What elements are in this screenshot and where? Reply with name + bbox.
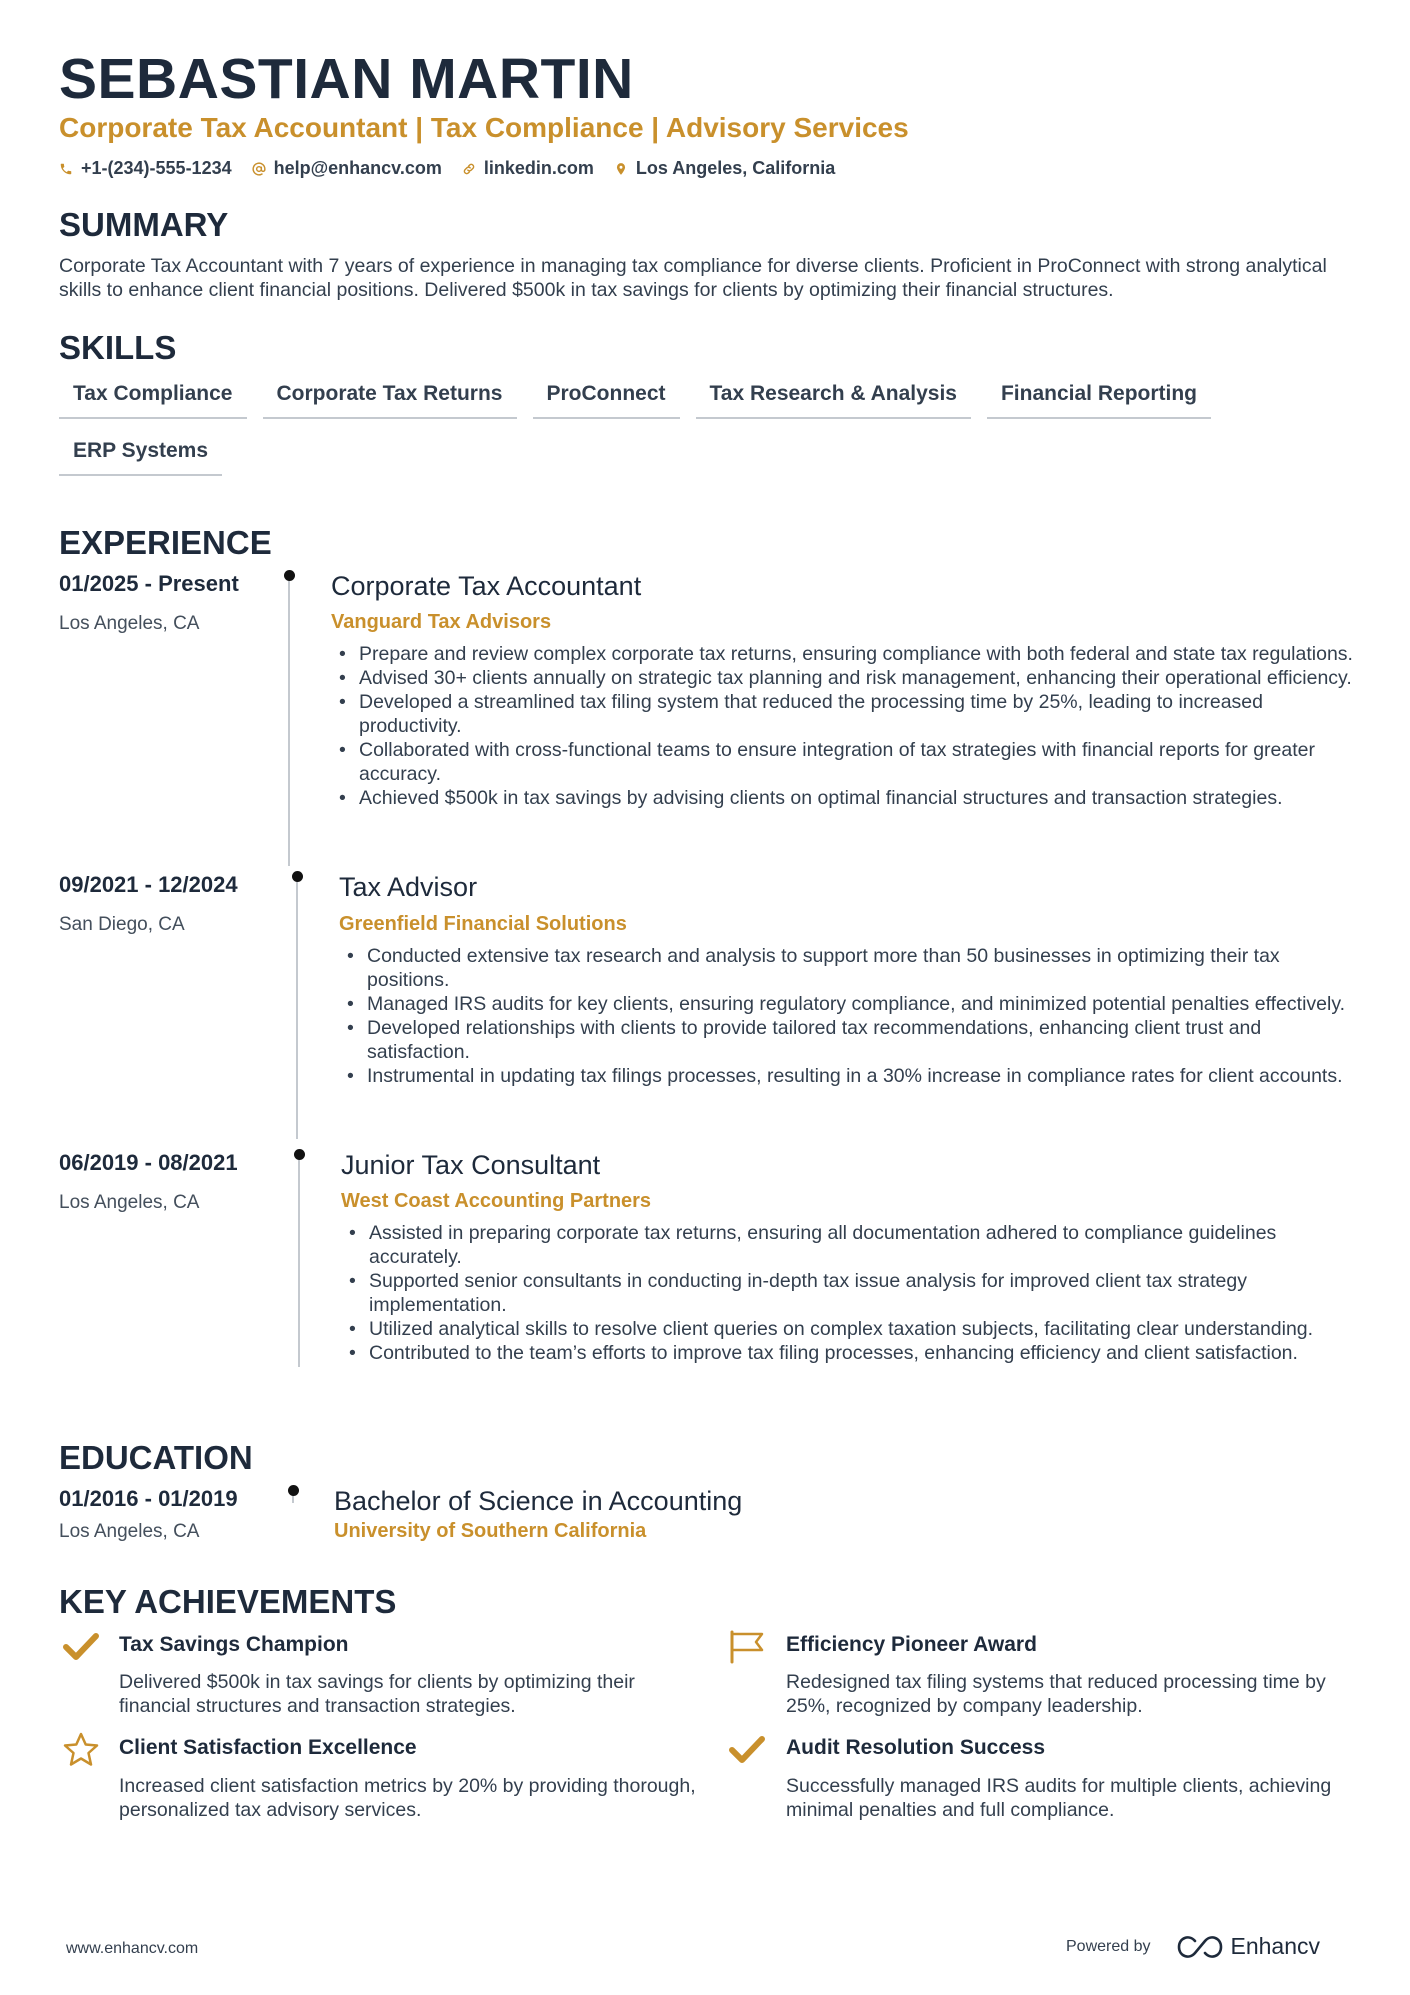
- summary-text: Corporate Tax Accountant with 7 years of experience in managing tax compliance for diverse clients. Proficient in ProConnect with strong analytical skills to enhance client financial positions. Delivered $500k in tax savings for clients by optimizing their financial structures.: [59, 255, 1327, 301]
- contact-bar: [59, 158, 835, 179]
- job-location: San Diego, CA: [59, 914, 185, 935]
- job-bullets: [331, 642, 1361, 810]
- education-school: University of Southern California: [334, 1520, 647, 1542]
- link-icon: [462, 162, 476, 176]
- location-pin-icon: [614, 162, 628, 176]
- list-item: • Instrumental in updating tax filings processes, resulting in a 30% increase in compliance rates for client accounts.: [339, 1064, 1361, 1088]
- contact-email[interactable]: [252, 158, 442, 179]
- timeline-dot: [288, 1485, 299, 1496]
- list-item: • Managed IRS audits for key clients, ensuring regulatory compliance, and minimized potential penalties effectively.: [339, 992, 1361, 1016]
- contact-email-text: help@enhancv.com: [273, 158, 442, 178]
- education-degree: Bachelor of Science in Accounting: [334, 1486, 743, 1516]
- timeline-line: [298, 1155, 300, 1367]
- list-item: • Developed a streamlined tax filing system that reduced the processing time by 25%, leading to increased productivity.: [331, 690, 1361, 738]
- job-company: Greenfield Financial Solutions: [339, 913, 627, 935]
- timeline-line: [296, 877, 298, 1139]
- list-item: • Conducted extensive tax research and analysis to support more than 50 businesses in optimizing their tax positions.: [339, 944, 1361, 992]
- enhancv-logo-icon: [1177, 1935, 1223, 1959]
- contact-location-text: Los Angeles, California: [635, 158, 836, 178]
- experience-heading: EXPERIENCE: [59, 524, 272, 561]
- skill-tag: Tax Research & Analysis: [696, 380, 971, 419]
- timeline-dot: [284, 570, 295, 581]
- enhancv-logo-text: Enhancv: [1230, 1933, 1321, 1959]
- contact-location: [614, 158, 835, 179]
- achievements-heading: KEY ACHIEVEMENTS: [59, 1583, 397, 1620]
- flag-icon: [728, 1628, 766, 1666]
- achievement-title: Client Satisfaction Excellence: [119, 1736, 417, 1759]
- list-item: • Collaborated with cross-functional teams to ensure integration of tax strategies with financial reports for greater accuracy.: [331, 738, 1361, 786]
- footer-website[interactable]: www.enhancv.com: [66, 1940, 199, 1957]
- contact-phone[interactable]: [59, 158, 232, 179]
- job-location: Los Angeles, CA: [59, 1192, 200, 1213]
- skill-tag: ProConnect: [533, 380, 680, 419]
- timeline-dot: [292, 871, 303, 882]
- achievement-desc: Increased client satisfaction metrics by 20% by providing thorough, personalized tax advisory services.: [119, 1775, 696, 1821]
- summary-heading: SUMMARY: [59, 206, 229, 243]
- job-title: Tax Advisor: [339, 872, 478, 902]
- skill-tag: ERP Systems: [59, 437, 222, 476]
- job-company: Vanguard Tax Advisors: [331, 611, 552, 633]
- job-company: West Coast Accounting Partners: [341, 1190, 652, 1212]
- checkmark-icon: [62, 1628, 100, 1666]
- education-date: 01/2016 - 01/2019: [59, 1486, 238, 1511]
- achievement-desc: Delivered $500k in tax savings for clients by optimizing their financial structures and transaction strategies.: [119, 1671, 635, 1717]
- contact-phone-text: +1-(234)-555-1234: [81, 158, 232, 178]
- skill-tag: Financial Reporting: [987, 380, 1211, 419]
- list-item: • Contributed to the team’s efforts to improve tax filing processes, enhancing efficiency and client satisfaction.: [341, 1341, 1361, 1365]
- list-item: • Utilized analytical skills to resolve client queries on complex taxation subjects, facilitating clear understanding.: [341, 1317, 1361, 1341]
- skill-tag: Tax Compliance: [59, 380, 247, 419]
- achievement-desc: Successfully managed IRS audits for multiple clients, achieving minimal penalties and full compliance.: [786, 1775, 1332, 1821]
- list-item: • Supported senior consultants in conducting in-depth tax issue analysis for improved client tax strategy implementation.: [341, 1269, 1361, 1317]
- skill-tag: Corporate Tax Returns: [263, 380, 517, 419]
- job-bullets: [339, 944, 1361, 1088]
- job-title: Junior Tax Consultant: [341, 1150, 601, 1180]
- timeline-line: [288, 576, 290, 866]
- at-icon: [252, 162, 266, 176]
- achievement-desc: Redesigned tax filing systems that reduced processing time by 25%, recognized by company leadership.: [786, 1671, 1326, 1717]
- job-location: Los Angeles, CA: [59, 613, 200, 634]
- education-heading: EDUCATION: [59, 1439, 253, 1476]
- list-item: • Prepare and review complex corporate tax returns, ensuring compliance with both federal and state tax regulations.: [331, 642, 1361, 666]
- candidate-name: SEBASTIAN MARTIN: [59, 47, 634, 111]
- job-bullets: [341, 1221, 1361, 1365]
- star-icon: [62, 1731, 100, 1769]
- list-item: • Developed relationships with clients to provide tailored tax recommendations, enhancing client trust and satisfaction.: [339, 1016, 1361, 1064]
- footer-branding: [1066, 1933, 1320, 1960]
- list-item: • Advised 30+ clients annually on strategic tax planning and risk management, enhancing their operational efficiency.: [331, 666, 1361, 690]
- contact-linkedin[interactable]: [462, 158, 594, 179]
- job-date: 06/2019 - 08/2021: [59, 1150, 238, 1175]
- timeline-dot: [294, 1149, 305, 1160]
- skills-list: [59, 380, 1359, 476]
- skills-heading: SKILLS: [59, 329, 177, 366]
- list-item: • Assisted in preparing corporate tax returns, ensuring all documentation adhered to compliance guidelines accurately.: [341, 1221, 1361, 1269]
- contact-linkedin-text: linkedin.com: [483, 158, 594, 178]
- checkmark-icon: [728, 1731, 766, 1769]
- enhancv-logo[interactable]: [1177, 1933, 1321, 1960]
- achievement-title: Efficiency Pioneer Award: [786, 1633, 1037, 1656]
- candidate-headline: Corporate Tax Accountant | Tax Compliance | Advisory Services: [59, 112, 909, 143]
- job-date: 01/2025 - Present: [59, 571, 239, 596]
- education-location: Los Angeles, CA: [59, 1521, 200, 1542]
- achievement-title: Audit Resolution Success: [786, 1736, 1046, 1759]
- list-item: • Achieved $500k in tax savings by advising clients on optimal financial structures and transaction strategies.: [331, 786, 1361, 810]
- achievement-title: Tax Savings Champion: [119, 1633, 349, 1656]
- job-date: 09/2021 - 12/2024: [59, 872, 238, 897]
- powered-by-label: Powered by: [1066, 1937, 1151, 1955]
- job-title: Corporate Tax Accountant: [331, 571, 642, 601]
- phone-icon: [59, 162, 73, 176]
